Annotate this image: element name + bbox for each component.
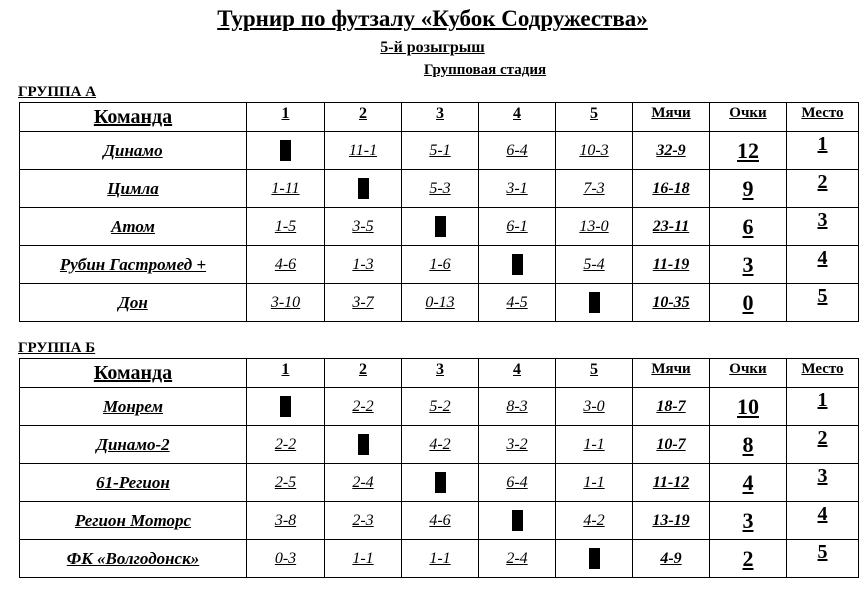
match-score: 2-2 — [247, 426, 325, 464]
match-score: 3-7 — [325, 284, 402, 322]
team-column-header: Команда — [20, 103, 247, 132]
points-value: 9 — [710, 170, 787, 208]
goals-for-against: 11-19 — [633, 246, 710, 284]
place-value: 2 — [787, 426, 859, 464]
match-score: 1-1 — [556, 464, 633, 502]
round-column-header: 2 — [325, 103, 402, 132]
self-match-cell — [247, 388, 325, 426]
match-score: 3-2 — [479, 426, 556, 464]
team-name: Атом — [20, 208, 247, 246]
match-score: 0-13 — [402, 284, 479, 322]
goals-for-against: 10-35 — [633, 284, 710, 322]
match-score: 3-8 — [247, 502, 325, 540]
self-match-block — [280, 140, 291, 161]
self-match-cell — [402, 464, 479, 502]
points-value: 0 — [710, 284, 787, 322]
place-value: 1 — [787, 388, 859, 426]
self-match-cell — [325, 170, 402, 208]
points-value: 4 — [710, 464, 787, 502]
points-value: 3 — [710, 502, 787, 540]
place-value: 3 — [787, 464, 859, 502]
points-value: 6 — [710, 208, 787, 246]
match-score: 2-4 — [325, 464, 402, 502]
round-column-header: 1 — [247, 103, 325, 132]
place-value: 2 — [787, 170, 859, 208]
table-row — [20, 388, 859, 426]
round-column-header: 4 — [479, 103, 556, 132]
self-match-cell — [247, 132, 325, 170]
match-score: 4-6 — [247, 246, 325, 284]
team-name: Динамо — [20, 132, 247, 170]
team-column-header: Команда — [20, 359, 247, 388]
round-column-header: 5 — [556, 359, 633, 388]
balls-column-header: Мячи — [633, 103, 710, 132]
match-score: 4-2 — [556, 502, 633, 540]
goals-for-against: 18-7 — [633, 388, 710, 426]
table-row — [20, 132, 859, 170]
match-score: 8-3 — [479, 388, 556, 426]
header-row — [20, 359, 859, 388]
points-value: 2 — [710, 540, 787, 578]
team-name: Дон — [20, 284, 247, 322]
match-score: 1-11 — [247, 170, 325, 208]
edition-subtitle: 5-й розыгрыш — [380, 39, 485, 56]
balls-column-header: Мячи — [633, 359, 710, 388]
match-score: 5-2 — [402, 388, 479, 426]
group-a-table — [19, 102, 859, 322]
points-value: 12 — [710, 132, 787, 170]
goals-for-against: 13-19 — [633, 502, 710, 540]
goals-for-against: 4-9 — [633, 540, 710, 578]
table-row — [20, 540, 859, 578]
place-column-header: Место — [787, 103, 859, 132]
match-score: 11-1 — [325, 132, 402, 170]
match-score: 5-4 — [556, 246, 633, 284]
goals-for-against: 10-7 — [633, 426, 710, 464]
match-score: 10-3 — [556, 132, 633, 170]
round-column-header: 3 — [402, 103, 479, 132]
table-row — [20, 284, 859, 322]
team-name: Монрем — [20, 388, 247, 426]
match-score: 2-3 — [325, 502, 402, 540]
group-b-body — [20, 359, 859, 578]
goals-for-against: 11-12 — [633, 464, 710, 502]
match-score: 5-3 — [402, 170, 479, 208]
self-match-block — [512, 510, 523, 531]
team-name: 61-Регион — [20, 464, 247, 502]
match-score: 6-1 — [479, 208, 556, 246]
points-column-header: Очки — [710, 103, 787, 132]
place-value: 3 — [787, 208, 859, 246]
match-score: 2-2 — [325, 388, 402, 426]
self-match-block — [589, 292, 600, 313]
match-score: 3-0 — [556, 388, 633, 426]
self-match-cell — [402, 208, 479, 246]
match-score: 5-1 — [402, 132, 479, 170]
goals-for-against: 32-9 — [633, 132, 710, 170]
team-name: ФК «Волгодонск» — [20, 540, 247, 578]
self-match-cell — [479, 502, 556, 540]
self-match-block — [589, 548, 600, 569]
self-match-cell — [556, 540, 633, 578]
table-row — [20, 502, 859, 540]
table-row — [20, 464, 859, 502]
self-match-block — [358, 178, 369, 199]
match-score: 13-0 — [556, 208, 633, 246]
self-match-block — [435, 472, 446, 493]
place-value: 1 — [787, 132, 859, 170]
match-score: 3-5 — [325, 208, 402, 246]
place-value: 5 — [787, 540, 859, 578]
match-score: 2-4 — [479, 540, 556, 578]
table-row — [20, 246, 859, 284]
tournament-title: Турнир по футзалу «Кубок Содружества» — [217, 6, 648, 31]
team-name: Рубин Гастромед + — [20, 246, 247, 284]
self-match-cell — [325, 426, 402, 464]
group-a-label: ГРУППА А — [18, 84, 97, 100]
round-column-header: 2 — [325, 359, 402, 388]
match-score: 1-6 — [402, 246, 479, 284]
points-value: 3 — [710, 246, 787, 284]
match-score: 2-5 — [247, 464, 325, 502]
match-score: 1-1 — [325, 540, 402, 578]
self-match-block — [512, 254, 523, 275]
match-score: 4-5 — [479, 284, 556, 322]
points-column-header: Очки — [710, 359, 787, 388]
match-score: 4-6 — [402, 502, 479, 540]
match-score: 6-4 — [479, 464, 556, 502]
self-match-block — [435, 216, 446, 237]
match-score: 3-10 — [247, 284, 325, 322]
self-match-block — [280, 396, 291, 417]
match-score: 1-1 — [402, 540, 479, 578]
team-name: Цимла — [20, 170, 247, 208]
round-column-header: 3 — [402, 359, 479, 388]
self-match-cell — [556, 284, 633, 322]
points-value: 8 — [710, 426, 787, 464]
round-column-header: 5 — [556, 103, 633, 132]
header-row — [20, 103, 859, 132]
match-score: 4-2 — [402, 426, 479, 464]
place-value: 5 — [787, 284, 859, 322]
self-match-cell — [479, 246, 556, 284]
match-score: 1-1 — [556, 426, 633, 464]
points-value: 10 — [710, 388, 787, 426]
goals-for-against: 16-18 — [633, 170, 710, 208]
match-score: 1-3 — [325, 246, 402, 284]
self-match-block — [358, 434, 369, 455]
round-column-header: 4 — [479, 359, 556, 388]
match-score: 0-3 — [247, 540, 325, 578]
group-a-body — [20, 103, 859, 322]
place-value: 4 — [787, 502, 859, 540]
group-b-label: ГРУППА Б — [18, 340, 96, 356]
group-b-table — [19, 358, 859, 578]
table-row — [20, 208, 859, 246]
team-name: Регион Моторс — [20, 502, 247, 540]
match-score: 7-3 — [556, 170, 633, 208]
place-column-header: Место — [787, 359, 859, 388]
match-score: 3-1 — [479, 170, 556, 208]
stage-subtitle: Групповая стадия — [423, 62, 547, 78]
goals-for-against: 23-11 — [633, 208, 710, 246]
team-name: Динамо-2 — [20, 426, 247, 464]
round-column-header: 1 — [247, 359, 325, 388]
match-score: 1-5 — [247, 208, 325, 246]
place-value: 4 — [787, 246, 859, 284]
match-score: 6-4 — [479, 132, 556, 170]
table-row — [20, 426, 859, 464]
table-row — [20, 170, 859, 208]
